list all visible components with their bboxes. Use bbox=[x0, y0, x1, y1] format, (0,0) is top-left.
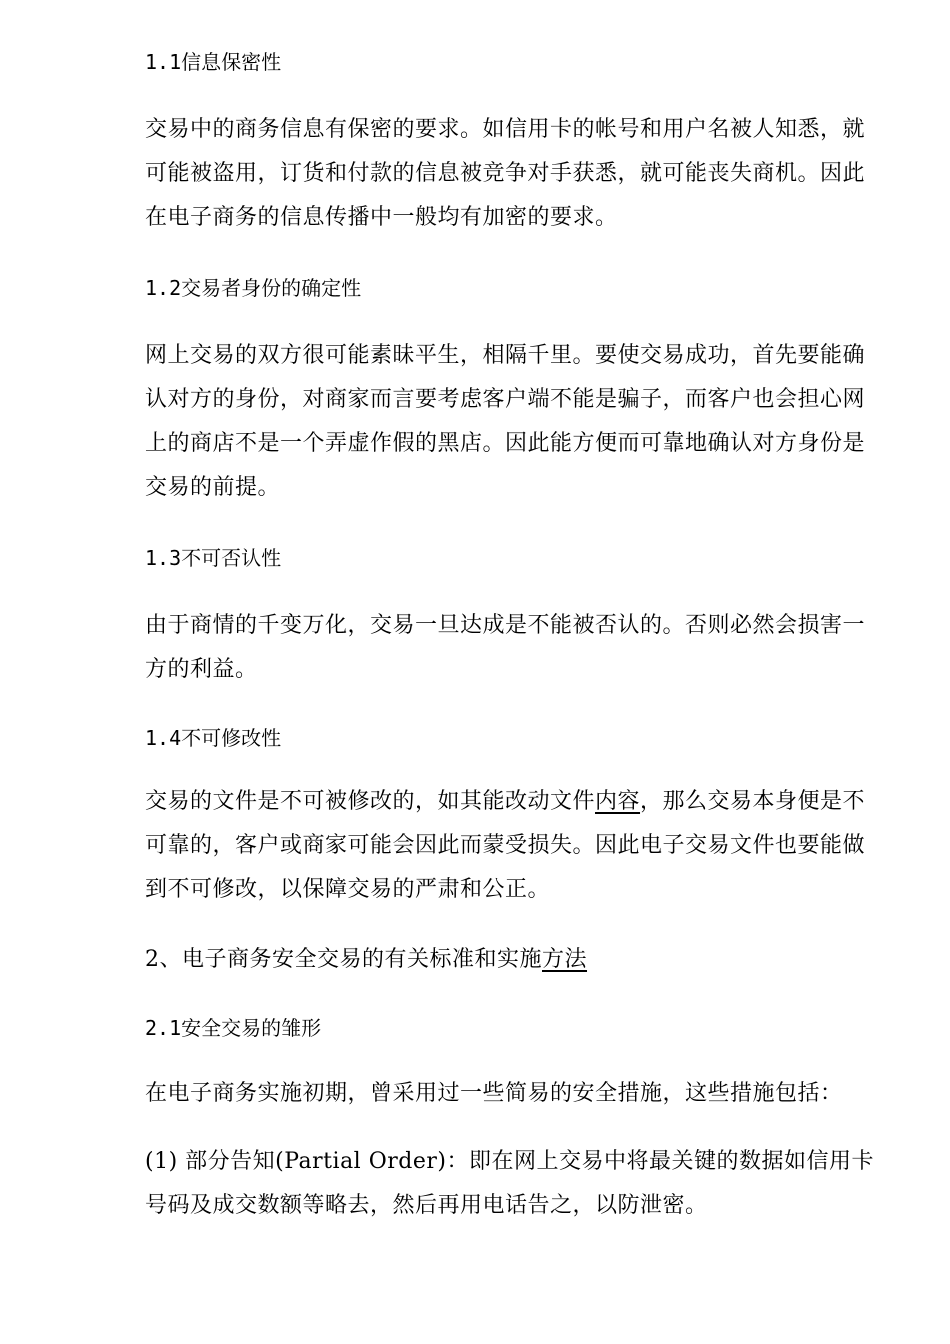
paragraph-1-4 bbox=[145, 780, 880, 912]
section-heading-2-text: 2、电子商务安全交易的有关标准和实施 bbox=[145, 947, 542, 972]
paragraph-1-4-text-start: 交易的文件是不可被修改的，如其能改动文件 bbox=[145, 789, 596, 814]
paragraph-2-1: 在电子商务实施初期，曾采用过一些简易的安全措施，这些措施包括： bbox=[145, 1081, 843, 1106]
paragraph-1-2: 网上交易的双方很可能素昧平生，相隔千里。要使交易成功，首先要能确认对方的身份，对商家而言要考虑客户端不能是骗子，而客户也会担心网上的商店不是一个弄虚作假的黑店。因此能方便而可靠地确认对方身份是交易的前提。 bbox=[145, 343, 866, 500]
content-link[interactable]: 内容 bbox=[595, 789, 641, 814]
section-heading-2 bbox=[145, 938, 880, 982]
list-item-1: (1) 部分告知(Partial Order)：即在网上交易中将最关键的数据如信用卡号码及成交数额等略去，然后再用电话告之，以防泄密。 bbox=[145, 1149, 874, 1218]
method-link[interactable]: 方法 bbox=[542, 947, 588, 972]
paragraph-1-3: 由于商情的千变万化，交易一旦达成是不能被否认的。否则必然会损害一方的利益。 bbox=[145, 613, 866, 682]
paragraph-1-1: 交易中的商务信息有保密的要求。如信用卡的帐号和用户名被人知悉，就可能被盗用，订货和付款的信息被竞争对手获悉，就可能丧失商机。因此在电子商务的信息传播中一般均有加密的要求。 bbox=[145, 117, 866, 230]
section-heading-2-1: 2.1安全交易的雏形 bbox=[145, 1016, 322, 1040]
section-heading-1-1: 1.1信息保密性 bbox=[145, 50, 282, 74]
section-heading-1-2: 1.2交易者身份的确定性 bbox=[145, 276, 362, 300]
paragraph-1-4-text-end: ，那么交易本身便是不可靠的，客户或商家可能会因此而蒙受损失。因此电子交易文件也要能做到不可修改，以保障交易的严肃和公正。 bbox=[145, 789, 866, 902]
section-heading-1-4: 1.4不可修改性 bbox=[145, 726, 282, 750]
section-heading-1-3: 1.3不可否认性 bbox=[145, 546, 282, 570]
